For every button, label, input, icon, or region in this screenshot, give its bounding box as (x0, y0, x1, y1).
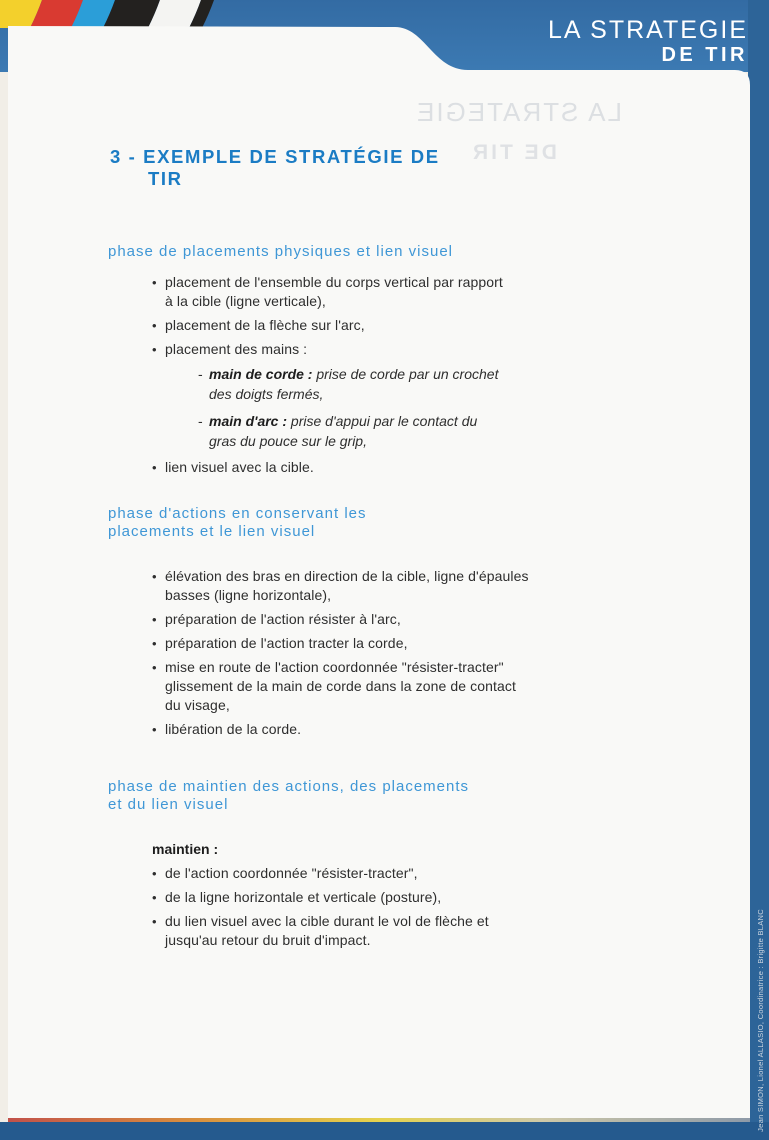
list-item-text: de la ligne horizontale et verticale (posture), (165, 889, 442, 905)
section-heading (108, 778, 668, 814)
section-placements-physiques (108, 243, 668, 482)
bleedthrough-text-line2: DE TIR (470, 141, 557, 164)
bullet-icon: • (152, 866, 157, 881)
section-maintien (108, 778, 668, 955)
page-title-line1: 3 - EXEMPLE DE STRATÉGIE DE (110, 146, 440, 167)
list-item (152, 340, 668, 359)
list-item (152, 567, 668, 605)
list-intro-label: maintien : (152, 841, 219, 857)
bullet-icon: • (152, 342, 157, 357)
bullet-icon: • (152, 275, 157, 290)
bullet-icon: • (152, 660, 157, 675)
list-item (152, 316, 668, 335)
section-heading-line: placements et le lien visuel (108, 523, 316, 540)
bullet-list (152, 567, 668, 739)
list-item (152, 912, 668, 950)
bullet-list (152, 273, 668, 477)
bullet-icon: • (152, 914, 157, 929)
sub-list-item-text (209, 411, 477, 451)
list-item-text: lien visuel avec la cible. (165, 459, 314, 475)
section-heading-line: phase d'actions en conservant les (108, 505, 367, 522)
list-item-text: du lien visuel avec la cible durant le vol de flèche et jusqu'au retour du bruit d'impact. (165, 913, 489, 948)
list-item (152, 610, 668, 629)
bullet-icon: • (152, 722, 157, 737)
sub-list-item (198, 411, 668, 451)
bullet-list (152, 840, 668, 950)
bullet-icon: • (152, 460, 157, 475)
list-item-text: placement de la flèche sur l'arc, (165, 317, 365, 333)
list-item-text: préparation de l'action résister à l'arc, (165, 611, 401, 627)
page-title-line2: TIR (148, 168, 183, 189)
target-stripes-decoration (0, 0, 214, 28)
sub-item-body: prise d'appui par le contact du gras du pouce sur le grip, (209, 413, 478, 449)
list-item (152, 658, 668, 715)
list-item (152, 888, 668, 907)
list-item (152, 864, 668, 883)
list-item-text: placement des mains : (165, 341, 308, 357)
bullet-icon: • (152, 318, 157, 333)
bullet-icon: • (152, 569, 157, 584)
sub-list-item (198, 364, 668, 404)
bullet-icon: • (152, 612, 157, 627)
bottom-strip (0, 1122, 769, 1140)
bottom-hairline (8, 1118, 750, 1122)
list-item (152, 458, 668, 477)
header-title (548, 17, 748, 67)
bleedthrough-text-line1: LA STRATEGIE (415, 97, 623, 127)
page-title (110, 146, 440, 190)
sub-item-lead: main de corde : (209, 366, 313, 382)
list-item-text: de l'action coordonnée "résister-tracter", (165, 865, 418, 881)
section-heading-line: et du lien visuel (108, 796, 229, 813)
section-actions (108, 505, 668, 744)
section-heading-line: phase de maintien des actions, des placements (108, 778, 470, 795)
dash-icon: - (198, 366, 203, 382)
header-title-line1: LA STRATEGIE (548, 16, 748, 44)
header-title-line2: DE TIR (661, 44, 748, 66)
dash-icon: - (198, 413, 203, 429)
list-item-text: mise en route de l'action coordonnée "résister-tracter" glissement de la main de corde dans la zone de contact du visage, (165, 659, 516, 713)
list-item (152, 720, 668, 739)
sub-item-body: prise de corde par un crochet des doigts fermés, (209, 366, 499, 402)
list-item (152, 634, 668, 653)
sub-item-lead: main d'arc : (209, 413, 288, 429)
section-heading (108, 243, 668, 261)
section-heading-line: phase de placements physiques et lien visuel (108, 243, 454, 260)
list-item-text: préparation de l'action tracter la corde, (165, 635, 408, 651)
list-item-text: libération de la corde. (165, 721, 302, 737)
bullet-icon: • (152, 890, 157, 905)
bullet-icon: • (152, 636, 157, 651)
vertical-credits-text: Jean SIMON, Lionel ALLASIO, Coordinatrice : Brigitte BLANC (756, 909, 765, 1132)
sub-list-item-text (209, 364, 498, 404)
list-item-text: élévation des bras en direction de la cible, ligne d'épaules basses (ligne horizontale), (165, 568, 529, 603)
list-item-text: placement de l'ensemble du corps vertical par rapport à la cible (ligne verticale), (165, 274, 503, 309)
section-heading (108, 505, 668, 541)
list-item (152, 273, 668, 311)
